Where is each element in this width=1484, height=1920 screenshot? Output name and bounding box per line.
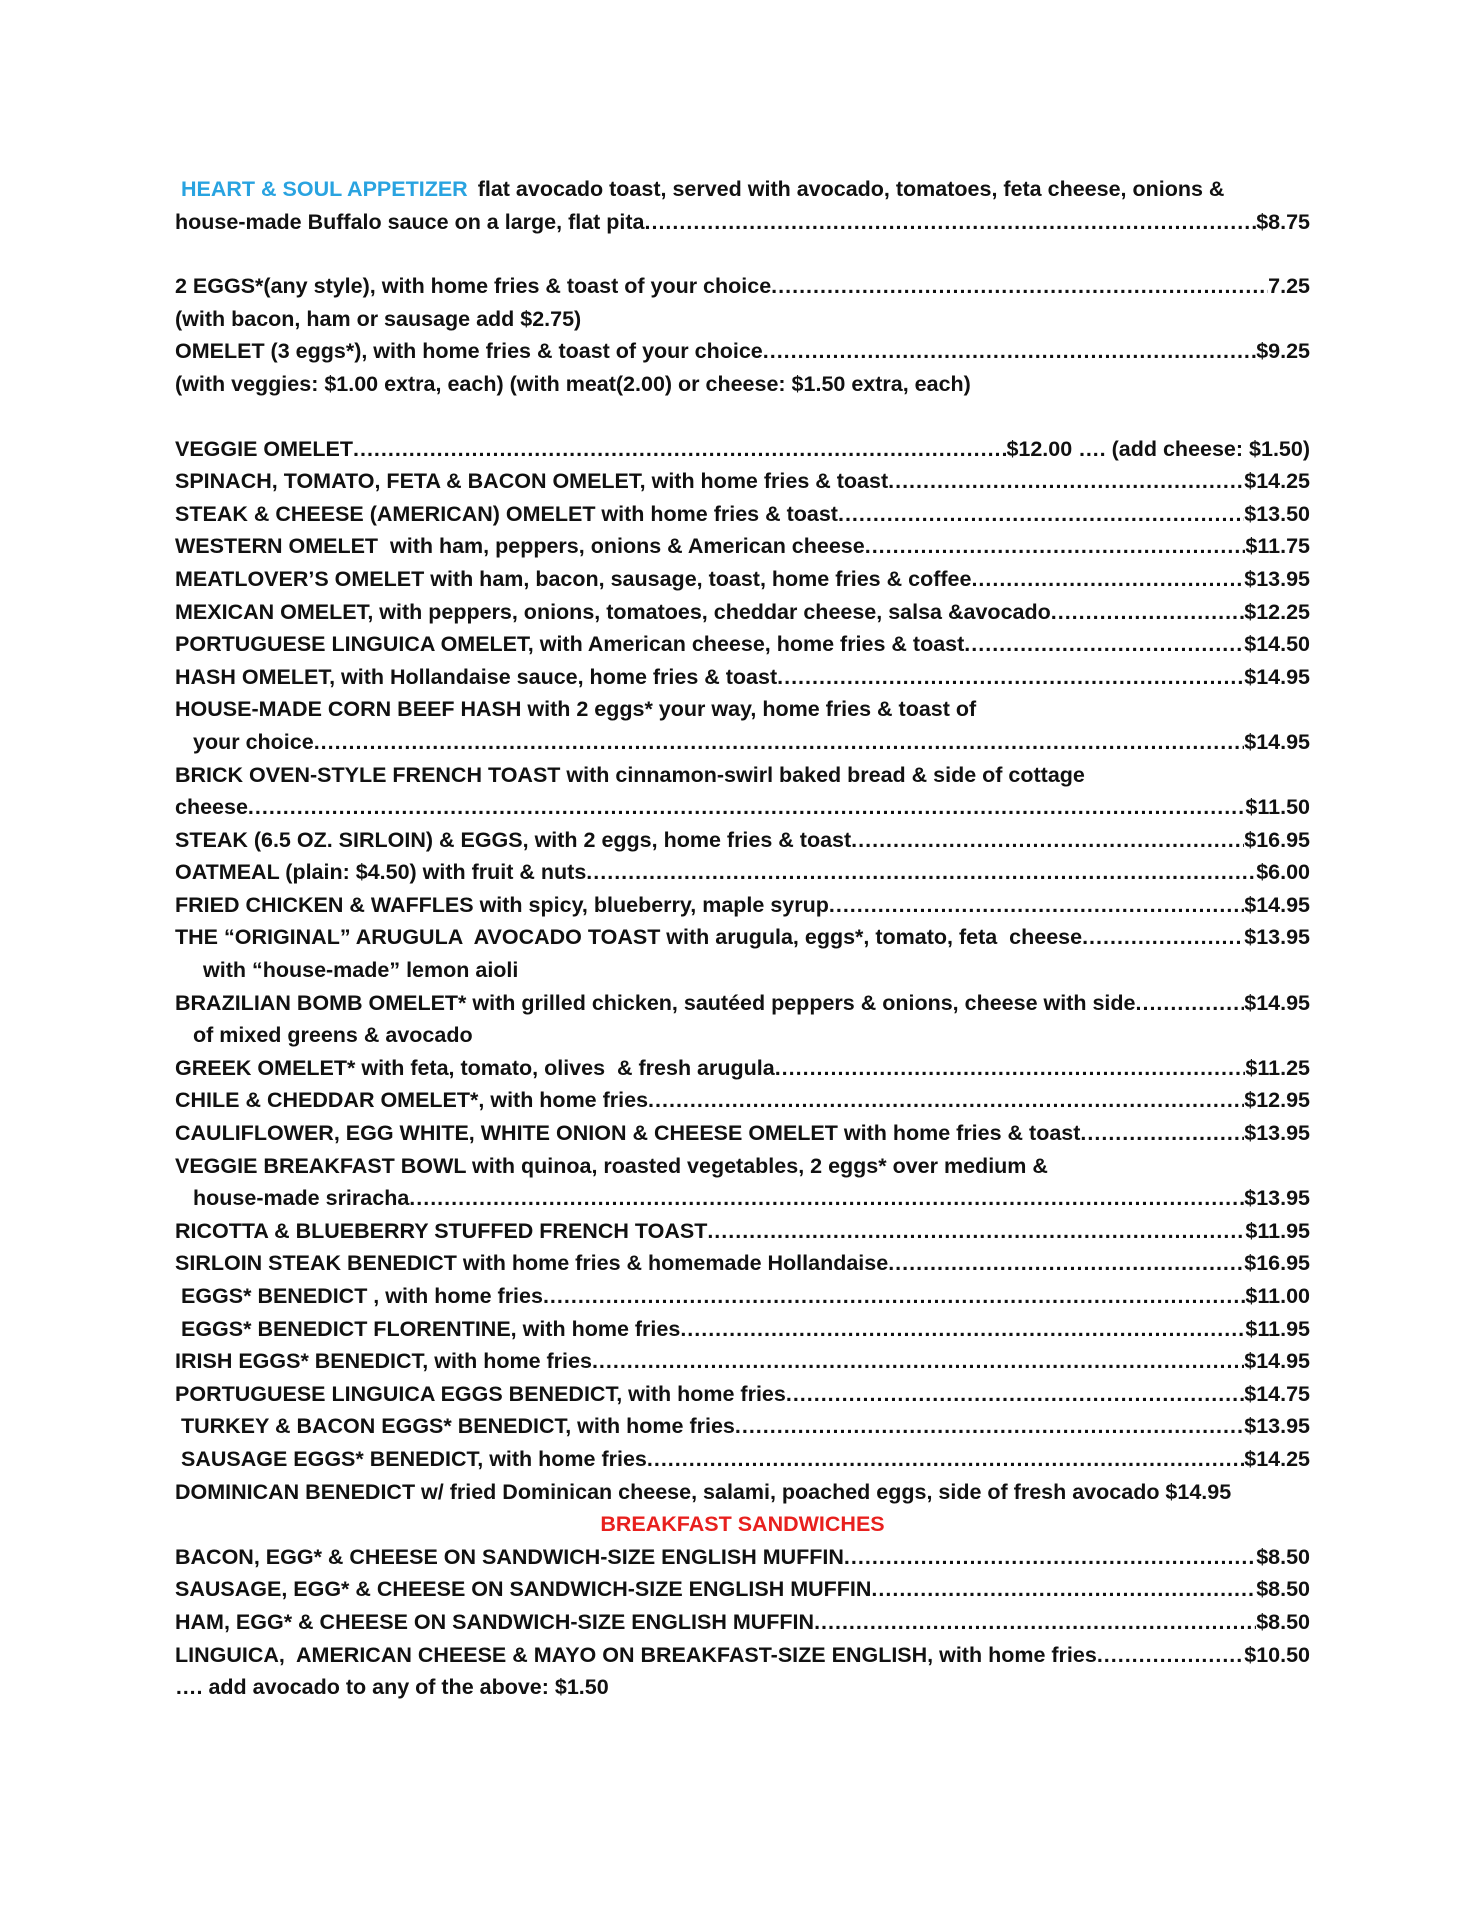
arugula-note: with “house-made” lemon aioli: [203, 958, 519, 983]
appetizer-line-2: [175, 206, 1310, 239]
menu-item-name: TURKEY & BACON EGGS* BENEDICT, with home fries: [175, 1414, 735, 1439]
menu-item-name: THE “ORIGINAL” ARUGULA AVOCADO TOAST with arugula, eggs*, tomato, feta cheese: [175, 925, 1083, 950]
menu-item-price: $12.25: [1244, 599, 1310, 624]
menu-item-name: SAUSAGE, EGG* & CHEESE ON SANDWICH-SIZE ENGLISH MUFFIN: [175, 1577, 872, 1602]
menu-item-name: BACON, EGG* & CHEESE ON SANDWICH-SIZE ENGLISH MUFFIN: [175, 1544, 844, 1569]
veggie-bowl-price: $13.95: [1244, 1186, 1310, 1211]
menu-item: [175, 1280, 1310, 1313]
eggs-note: (with bacon, ham or sausage add $2.75): [175, 306, 582, 331]
section-title-breakfast-sandwiches: BREAKFAST SANDWICHES: [600, 1512, 885, 1537]
menu-item-price: $13.95: [1244, 1121, 1310, 1146]
breakfast-menu: [175, 173, 1310, 1704]
eggs-price: 7.25: [1268, 274, 1310, 299]
menu-item-name: GREEK OMELET* with feta, tomato, olives & fresh arugula: [175, 1055, 775, 1080]
dot-leader: [1082, 921, 1244, 954]
menu-item-name: LINGUICA, AMERICAN CHEESE & MAYO ON BREAKFAST-SIZE ENGLISH, with home fries: [175, 1642, 1097, 1667]
dot-leader: [409, 1182, 1244, 1215]
menu-item: [175, 596, 1310, 629]
menu-item: [175, 1117, 1310, 1150]
veggie-bowl-cont: house-made sriracha: [193, 1186, 410, 1211]
dot-leader: [888, 465, 1244, 498]
french-toast-price: $11.50: [1245, 795, 1310, 820]
menu-item-name: MEATLOVER’S OMELET with ham, bacon, sausage, toast, home fries & coffee: [175, 566, 972, 591]
omelet-line: [175, 335, 1310, 368]
menu-item-price: $11.95: [1245, 1316, 1310, 1341]
omelet-name: OMELET (3 eggs*), with home fries & toast of your choice: [175, 339, 763, 364]
dot-leader: [645, 206, 1257, 239]
menu-item: [175, 563, 1310, 596]
dot-leader: [314, 726, 1245, 759]
menu-item-price: $8.50: [1256, 1609, 1310, 1634]
menu-item-price: $14.50: [1244, 632, 1310, 657]
dot-leader: [1080, 1117, 1244, 1150]
menu-item: [175, 921, 1310, 954]
menu-item-name: SIRLOIN STEAK BENEDICT with home fries & homemade Hollandaise: [175, 1251, 889, 1276]
menu-item-price: $16.95: [1244, 827, 1310, 852]
eggs-line: [175, 270, 1310, 303]
menu-item: [175, 1573, 1310, 1606]
menu-item-price: $16.95: [1244, 1251, 1310, 1276]
menu-item: [175, 1443, 1310, 1476]
menu-item-price: $11.25: [1245, 1055, 1310, 1080]
dot-leader: [777, 661, 1244, 694]
dot-leader: [771, 270, 1268, 303]
brazilian-line: [175, 987, 1310, 1020]
omelet-note: (with veggies: $1.00 extra, each) (with meat(2.00) or cheese: $1.50 extra, each): [175, 371, 971, 396]
menu-item-name: IRISH EGGS* BENEDICT, with home fries: [175, 1349, 592, 1374]
menu-item-name: FRIED CHICKEN & WAFFLES with spicy, blueberry, maple syrup: [175, 892, 829, 917]
omelet-price: $9.25: [1256, 339, 1310, 364]
eggs-name: 2 EGGS*(any style), with home fries & toast of your choice: [175, 274, 772, 299]
dot-leader: [1097, 1639, 1244, 1672]
veggie-omelet-name: VEGGIE OMELET: [175, 436, 353, 461]
french-toast-line-2: [175, 791, 1310, 824]
dot-leader: [964, 628, 1244, 661]
corn-beef-line-2: [175, 726, 1310, 759]
menu-item-price: $14.95: [1244, 1349, 1310, 1374]
menu-item-price: $14.95: [1244, 892, 1310, 917]
menu-item-name: CHILE & CHEDDAR OMELET*, with home fries: [175, 1088, 649, 1113]
dot-leader: [775, 1052, 1246, 1085]
dot-leader: [888, 1247, 1244, 1280]
menu-item: [175, 1215, 1310, 1248]
dot-leader: [971, 563, 1244, 596]
veggie-omelet-price: $12.00 …. (add cheese: $1.50): [1006, 436, 1310, 461]
menu-item-name: MEXICAN OMELET, with peppers, onions, tomatoes, cheddar cheese, salsa &avocado: [175, 599, 1051, 624]
menu-item-price: $14.25: [1244, 1446, 1310, 1471]
corn-beef-cont: your choice: [193, 729, 314, 754]
corn-beef-line-1: HOUSE-MADE CORN BEEF HASH with 2 eggs* your way, home fries & toast of: [175, 697, 977, 722]
menu-item: [175, 1345, 1310, 1378]
menu-item: [175, 1541, 1310, 1574]
menu-item-price: $13.95: [1244, 925, 1310, 950]
french-toast-line-1: BRICK OVEN-STYLE FRENCH TOAST with cinnamon-swirl baked bread & side of cottage: [175, 762, 1085, 787]
menu-item-name: STEAK & CHEESE (AMERICAN) OMELET with home fries & toast: [175, 501, 838, 526]
dot-leader: [851, 824, 1244, 857]
menu-item-price: $6.00: [1256, 860, 1310, 885]
avocado-addon-note: …. add avocado to any of the above: $1.50: [175, 1675, 609, 1700]
menu-item-name: PORTUGUESE LINGUICA OMELET, with American cheese, home fries & toast: [175, 632, 965, 657]
menu-item: [175, 824, 1310, 857]
veggie-bowl-line-2: [175, 1182, 1310, 1215]
menu-item: [175, 1084, 1310, 1117]
dot-leader: [865, 530, 1246, 563]
dot-leader: [763, 335, 1256, 368]
menu-item: [175, 628, 1310, 661]
dot-leader: [586, 856, 1256, 889]
menu-item-name: SPINACH, TOMATO, FETA & BACON OMELET, with home fries & toast: [175, 469, 889, 494]
menu-item: [175, 1052, 1310, 1085]
dot-leader: [592, 1345, 1244, 1378]
dot-leader: [647, 1443, 1244, 1476]
brazilian-name: BRAZILIAN BOMB OMELET* with grilled chicken, sautéed peppers & onions, cheese with side: [175, 990, 1136, 1015]
appetizer-title: HEART & SOUL APPETIZER: [181, 177, 468, 201]
dot-leader: [735, 1410, 1244, 1443]
appetizer-description: flat avocado toast, served with avocado, tomatoes, feta cheese, onions &: [477, 177, 1225, 201]
menu-item-price: $10.50: [1244, 1642, 1310, 1667]
menu-item: [175, 1247, 1310, 1280]
dot-leader: [838, 498, 1244, 531]
menu-item-price: $14.75: [1244, 1381, 1310, 1406]
menu-item: [175, 1606, 1310, 1639]
menu-item: [175, 465, 1310, 498]
menu-item-price: $12.95: [1244, 1088, 1310, 1113]
dot-leader: [707, 1215, 1245, 1248]
menu-item-price: $14.25: [1244, 469, 1310, 494]
menu-item-price: $11.95: [1245, 1218, 1310, 1243]
menu-item: [175, 1639, 1310, 1672]
menu-item: [175, 889, 1310, 922]
veggie-omelet-line: [175, 433, 1310, 466]
menu-item-name: OATMEAL (plain: $4.50) with fruit & nuts: [175, 860, 587, 885]
menu-item-name: STEAK (6.5 OZ. SIRLOIN) & EGGS, with 2 eggs, home fries & toast: [175, 827, 852, 852]
dot-leader: [829, 889, 1244, 922]
menu-item-price: $11.75: [1245, 534, 1310, 559]
appetizer-price: $8.75: [1256, 209, 1310, 234]
dot-leader: [786, 1378, 1244, 1411]
dot-leader: [648, 1084, 1244, 1117]
dot-leader: [353, 433, 1006, 466]
french-toast-cont: cheese: [175, 795, 248, 820]
menu-item-price: $8.50: [1256, 1577, 1310, 1602]
menu-item-name: HAM, EGG* & CHEESE ON SANDWICH-SIZE ENGLISH MUFFIN: [175, 1609, 815, 1634]
menu-item: [175, 1410, 1310, 1443]
appetizer-description-cont: house-made Buffalo sauce on a large, flat pita: [175, 209, 645, 234]
menu-item: [175, 1378, 1310, 1411]
dot-leader: [248, 791, 1246, 824]
menu-item-price: $8.50: [1256, 1544, 1310, 1569]
menu-item-name: PORTUGUESE LINGUICA EGGS BENEDICT, with home fries: [175, 1381, 786, 1406]
menu-item: [175, 530, 1310, 563]
menu-item-name: HASH OMELET, with Hollandaise sauce, home fries & toast: [175, 664, 778, 689]
menu-item: [175, 856, 1310, 889]
menu-item-name: EGGS* BENEDICT , with home fries: [175, 1284, 543, 1308]
appetizer-line-1: [175, 173, 1310, 206]
dot-leader: [1051, 596, 1244, 629]
dot-leader: [543, 1280, 1245, 1313]
menu-item-price: $13.50: [1244, 501, 1310, 526]
menu-item-name: RICOTTA & BLUEBERRY STUFFED FRENCH TOAST: [175, 1218, 708, 1243]
menu-item-name: WESTERN OMELET with ham, peppers, onions & American cheese: [175, 534, 865, 559]
menu-item: [175, 498, 1310, 531]
menu-item-price: $11.00: [1245, 1284, 1310, 1308]
dot-leader: [680, 1313, 1245, 1346]
menu-item-price: $13.95: [1244, 566, 1310, 591]
menu-item-price: $14.95: [1244, 664, 1310, 689]
menu-item-name: CAULIFLOWER, EGG WHITE, WHITE ONION & CHEESE OMELET with home fries & toast: [175, 1121, 1081, 1146]
veggie-bowl-line-1: VEGGIE BREAKFAST BOWL with quinoa, roasted vegetables, 2 eggs* over medium &: [175, 1153, 1048, 1178]
menu-item: [175, 1313, 1310, 1346]
dot-leader: [844, 1541, 1256, 1574]
dot-leader: [871, 1573, 1256, 1606]
menu-item-name: EGGS* BENEDICT FLORENTINE, with home fries: [175, 1316, 681, 1341]
brazilian-note: of mixed greens & avocado: [193, 1023, 473, 1048]
menu-item: [175, 661, 1310, 694]
dot-leader: [1136, 987, 1245, 1020]
corn-beef-price: $14.95: [1244, 729, 1310, 754]
menu-item-price: $13.95: [1244, 1414, 1310, 1439]
dominican-line: DOMINICAN BENEDICT w/ fried Dominican cheese, salami, poached eggs, side of fresh avocado $14.95: [175, 1479, 1232, 1504]
brazilian-price: $14.95: [1244, 990, 1310, 1015]
dot-leader: [814, 1606, 1256, 1639]
menu-item-name: SAUSAGE EGGS* BENEDICT, with home fries: [175, 1446, 647, 1471]
